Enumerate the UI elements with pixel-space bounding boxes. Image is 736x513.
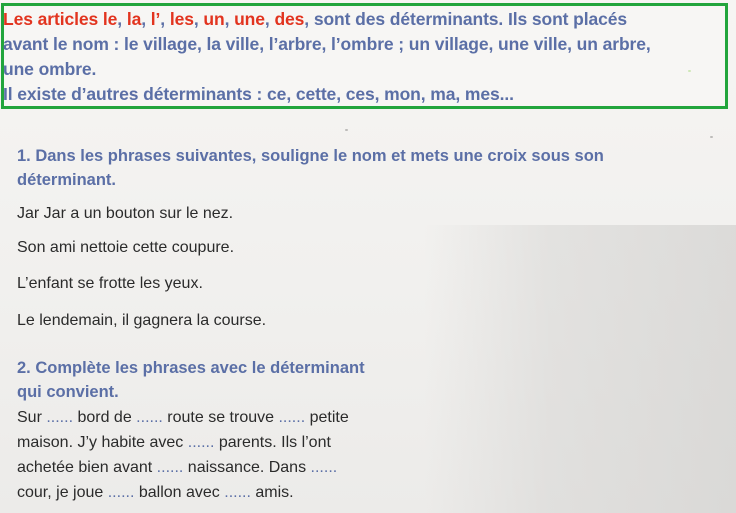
paper-speck xyxy=(710,136,713,138)
text: bord de xyxy=(73,409,137,426)
fill-blank[interactable]: ...... xyxy=(310,459,338,476)
text: cour, je joue xyxy=(17,484,108,501)
separator: , xyxy=(141,9,151,29)
text: ballon avec xyxy=(134,484,225,501)
rule-intro: Les articles xyxy=(3,9,103,29)
article-la: la xyxy=(126,9,142,29)
rule-text xyxy=(3,7,729,107)
paper-speck xyxy=(345,129,348,131)
rule-line-4: Il existe d’autres déterminants : ce, cette, ces, mon, ma, mes... xyxy=(3,84,514,104)
article-des: des xyxy=(274,9,305,29)
exercise-2-line-3 xyxy=(17,455,437,480)
separator: , xyxy=(224,9,235,29)
article-une: une xyxy=(234,9,265,29)
rule-line-3: une ombre. xyxy=(3,59,97,79)
exercise-2-line-2 xyxy=(17,430,437,455)
article-les: les xyxy=(169,9,194,29)
text: achetée bien avant xyxy=(17,459,157,476)
text: parents. Ils l’ont xyxy=(214,434,331,451)
exercise-1-title-line-2: déterminant. xyxy=(17,171,117,189)
rule-line-2: avant le nom : le village, la ville, l’arbre, l’ombre ; un village, une ville, un arbre, xyxy=(3,34,651,54)
fill-blank[interactable]: ...... xyxy=(187,434,215,451)
exercise-2-title-line-1: 2. Complète les phrases avec le déterminant xyxy=(17,359,365,377)
fill-blank[interactable]: ...... xyxy=(278,409,306,426)
text: maison. J’y habite avec xyxy=(17,434,188,451)
fill-blank[interactable]: ...... xyxy=(224,484,251,501)
separator: , xyxy=(117,9,127,29)
paper-speck xyxy=(688,70,691,72)
text: petite xyxy=(305,409,349,426)
text: route se trouve xyxy=(162,409,279,426)
article-un: un xyxy=(203,9,225,29)
rule-line-1-rest: , sont des déterminants. Ils sont placés xyxy=(304,9,628,29)
separator: , xyxy=(264,9,275,29)
page-shadow xyxy=(424,225,736,513)
exercise-2-title-line-2: qui convient. xyxy=(17,383,119,401)
text: amis. xyxy=(250,484,294,501)
fill-blank[interactable]: ...... xyxy=(156,459,184,476)
text: Sur xyxy=(17,409,47,426)
fill-blank[interactable]: ...... xyxy=(107,484,135,501)
text: naissance. Dans xyxy=(183,459,311,476)
exercise-1-sentence: Jar Jar a un bouton sur le nez. xyxy=(17,205,234,222)
separator: , xyxy=(193,9,204,29)
separator: , xyxy=(160,9,170,29)
article-le: le xyxy=(102,9,118,29)
exercise-2-line-4 xyxy=(17,480,437,505)
exercise-1-sentence: Le lendemain, il gagnera la course. xyxy=(17,312,267,329)
exercise-1-sentence: Son ami nettoie cette coupure. xyxy=(17,239,235,256)
rule-line-1 xyxy=(3,7,729,32)
exercise-2-line-1 xyxy=(17,405,437,430)
exercise-2-title xyxy=(17,356,437,404)
exercise-2-paragraph xyxy=(17,405,437,505)
fill-blank[interactable]: ...... xyxy=(46,409,74,426)
exercise-1-sentence: L’enfant se frotte les yeux. xyxy=(17,275,203,292)
fill-blank[interactable]: ...... xyxy=(136,409,163,426)
exercise-1-title-line-1: 1. Dans les phrases suivantes, souligne le nom et mets une croix sous son xyxy=(17,147,604,165)
article-l: l’ xyxy=(150,9,161,29)
exercise-1-title xyxy=(17,144,717,192)
